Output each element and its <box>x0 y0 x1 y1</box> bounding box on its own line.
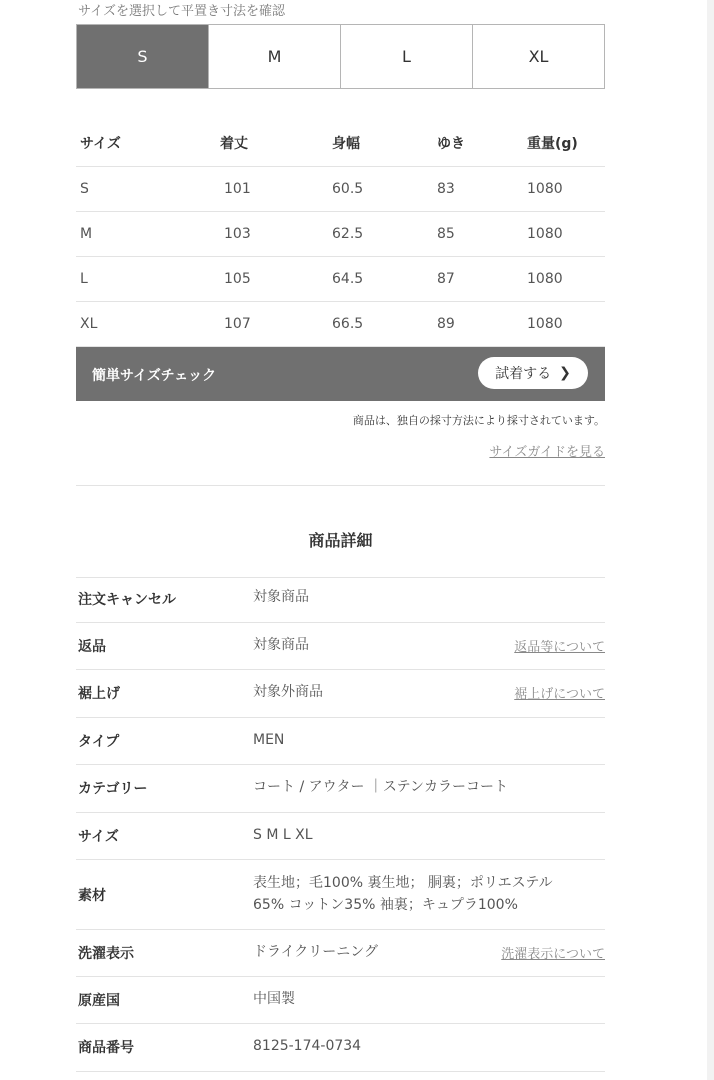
size-check-label: 簡単サイズチェック <box>92 368 217 384</box>
detail-key: カテゴリー <box>78 781 148 797</box>
detail-value: コート / アウター ｜ステンカラーコート <box>253 779 508 795</box>
detail-row-category <box>76 765 605 813</box>
size-tabs <box>76 24 605 89</box>
detail-value: 8125-174-0734 <box>253 1038 362 1054</box>
size-tab-l[interactable]: L <box>340 25 472 88</box>
cell-length: 105 <box>220 257 332 302</box>
cell-weight: 1080 <box>527 302 605 347</box>
table-row <box>76 257 605 302</box>
cell-length: 103 <box>220 212 332 257</box>
detail-value: 対象外商品 <box>253 684 323 700</box>
page-edge <box>707 0 714 1080</box>
cell-width: 60.5 <box>332 167 437 212</box>
detail-key: サイズ <box>78 829 119 845</box>
cell-length: 101 <box>220 167 332 212</box>
cell-width: 66.5 <box>332 302 437 347</box>
cell-size: XL <box>76 302 220 347</box>
table-row <box>76 212 605 257</box>
detail-key: 洗濯表示 <box>78 946 134 962</box>
detail-row-hemming <box>76 670 605 718</box>
detail-row-care <box>76 930 605 977</box>
cell-size: M <box>76 212 220 257</box>
cell-weight: 1080 <box>527 167 605 212</box>
detail-key: タイプ <box>78 734 120 750</box>
care-label-link[interactable]: 洗濯表示について <box>501 947 605 962</box>
cell-weight: 1080 <box>527 257 605 302</box>
cell-sleeve: 83 <box>437 167 527 212</box>
detail-row-type <box>76 718 605 765</box>
detail-key: 注文キャンセル <box>78 592 176 608</box>
table-row <box>76 167 605 212</box>
header-size: サイズ <box>76 120 220 167</box>
cell-width: 64.5 <box>332 257 437 302</box>
cell-sleeve: 87 <box>437 257 527 302</box>
detail-key: 素材 <box>78 888 106 904</box>
detail-value-line2: 65% コットン35% 袖裏；キュプラ100% <box>253 897 518 913</box>
hemming-info-link[interactable]: 裾上げについて <box>514 687 605 702</box>
detail-row-origin <box>76 977 605 1024</box>
size-select-caption: サイズを選択して平置き寸法を確認 <box>78 4 285 19</box>
detail-value: MEN <box>253 732 285 748</box>
cell-sleeve: 85 <box>437 212 527 257</box>
detail-value: 中国製 <box>253 991 295 1007</box>
detail-row-material <box>76 860 605 930</box>
section-divider <box>76 485 605 486</box>
size-table-header <box>76 120 605 167</box>
header-width: 身幅 <box>332 120 437 167</box>
cell-weight: 1080 <box>527 212 605 257</box>
detail-key: 商品番号 <box>78 1040 134 1056</box>
cell-size: S <box>76 167 220 212</box>
cell-length: 107 <box>220 302 332 347</box>
detail-key: 返品 <box>78 639 106 655</box>
header-weight: 重量(g) <box>527 120 605 167</box>
measurement-note: 商品は、独自の採寸方法により採寸されています。 <box>352 414 605 427</box>
size-tab-s[interactable]: S <box>77 25 208 88</box>
table-row <box>76 302 605 347</box>
detail-row-cancel <box>76 578 605 623</box>
detail-row-size <box>76 813 605 860</box>
detail-row-product-number <box>76 1024 605 1072</box>
header-length: 着丈 <box>220 120 332 167</box>
detail-value: 表生地；毛100% 裏生地； 胴裏；ポリエステル <box>253 875 553 891</box>
detail-key: 裾上げ <box>78 686 120 702</box>
header-sleeve: ゆき <box>437 120 527 167</box>
size-guide-link[interactable]: サイズガイドを見る <box>489 445 605 460</box>
size-table <box>76 120 605 347</box>
chevron-right-icon: ❯ <box>559 365 571 381</box>
size-tab-m[interactable]: M <box>208 25 340 88</box>
cell-size: L <box>76 257 220 302</box>
try-on-button[interactable] <box>478 357 588 389</box>
details-title: 商品詳細 <box>308 531 373 550</box>
size-check-bar <box>76 347 605 401</box>
detail-value: S M L XL <box>253 827 313 843</box>
cell-width: 62.5 <box>332 212 437 257</box>
detail-key: 原産国 <box>78 993 120 1009</box>
size-tab-xl[interactable]: XL <box>472 25 604 88</box>
detail-value: 対象商品 <box>253 589 309 605</box>
details-table <box>76 577 605 1072</box>
detail-value: 対象商品 <box>253 637 309 653</box>
detail-row-return <box>76 623 605 670</box>
return-policy-link[interactable]: 返品等について <box>514 640 605 655</box>
try-on-label: 試着する <box>495 366 552 382</box>
detail-value: ドライクリーニング <box>253 944 379 960</box>
cell-sleeve: 89 <box>437 302 527 347</box>
